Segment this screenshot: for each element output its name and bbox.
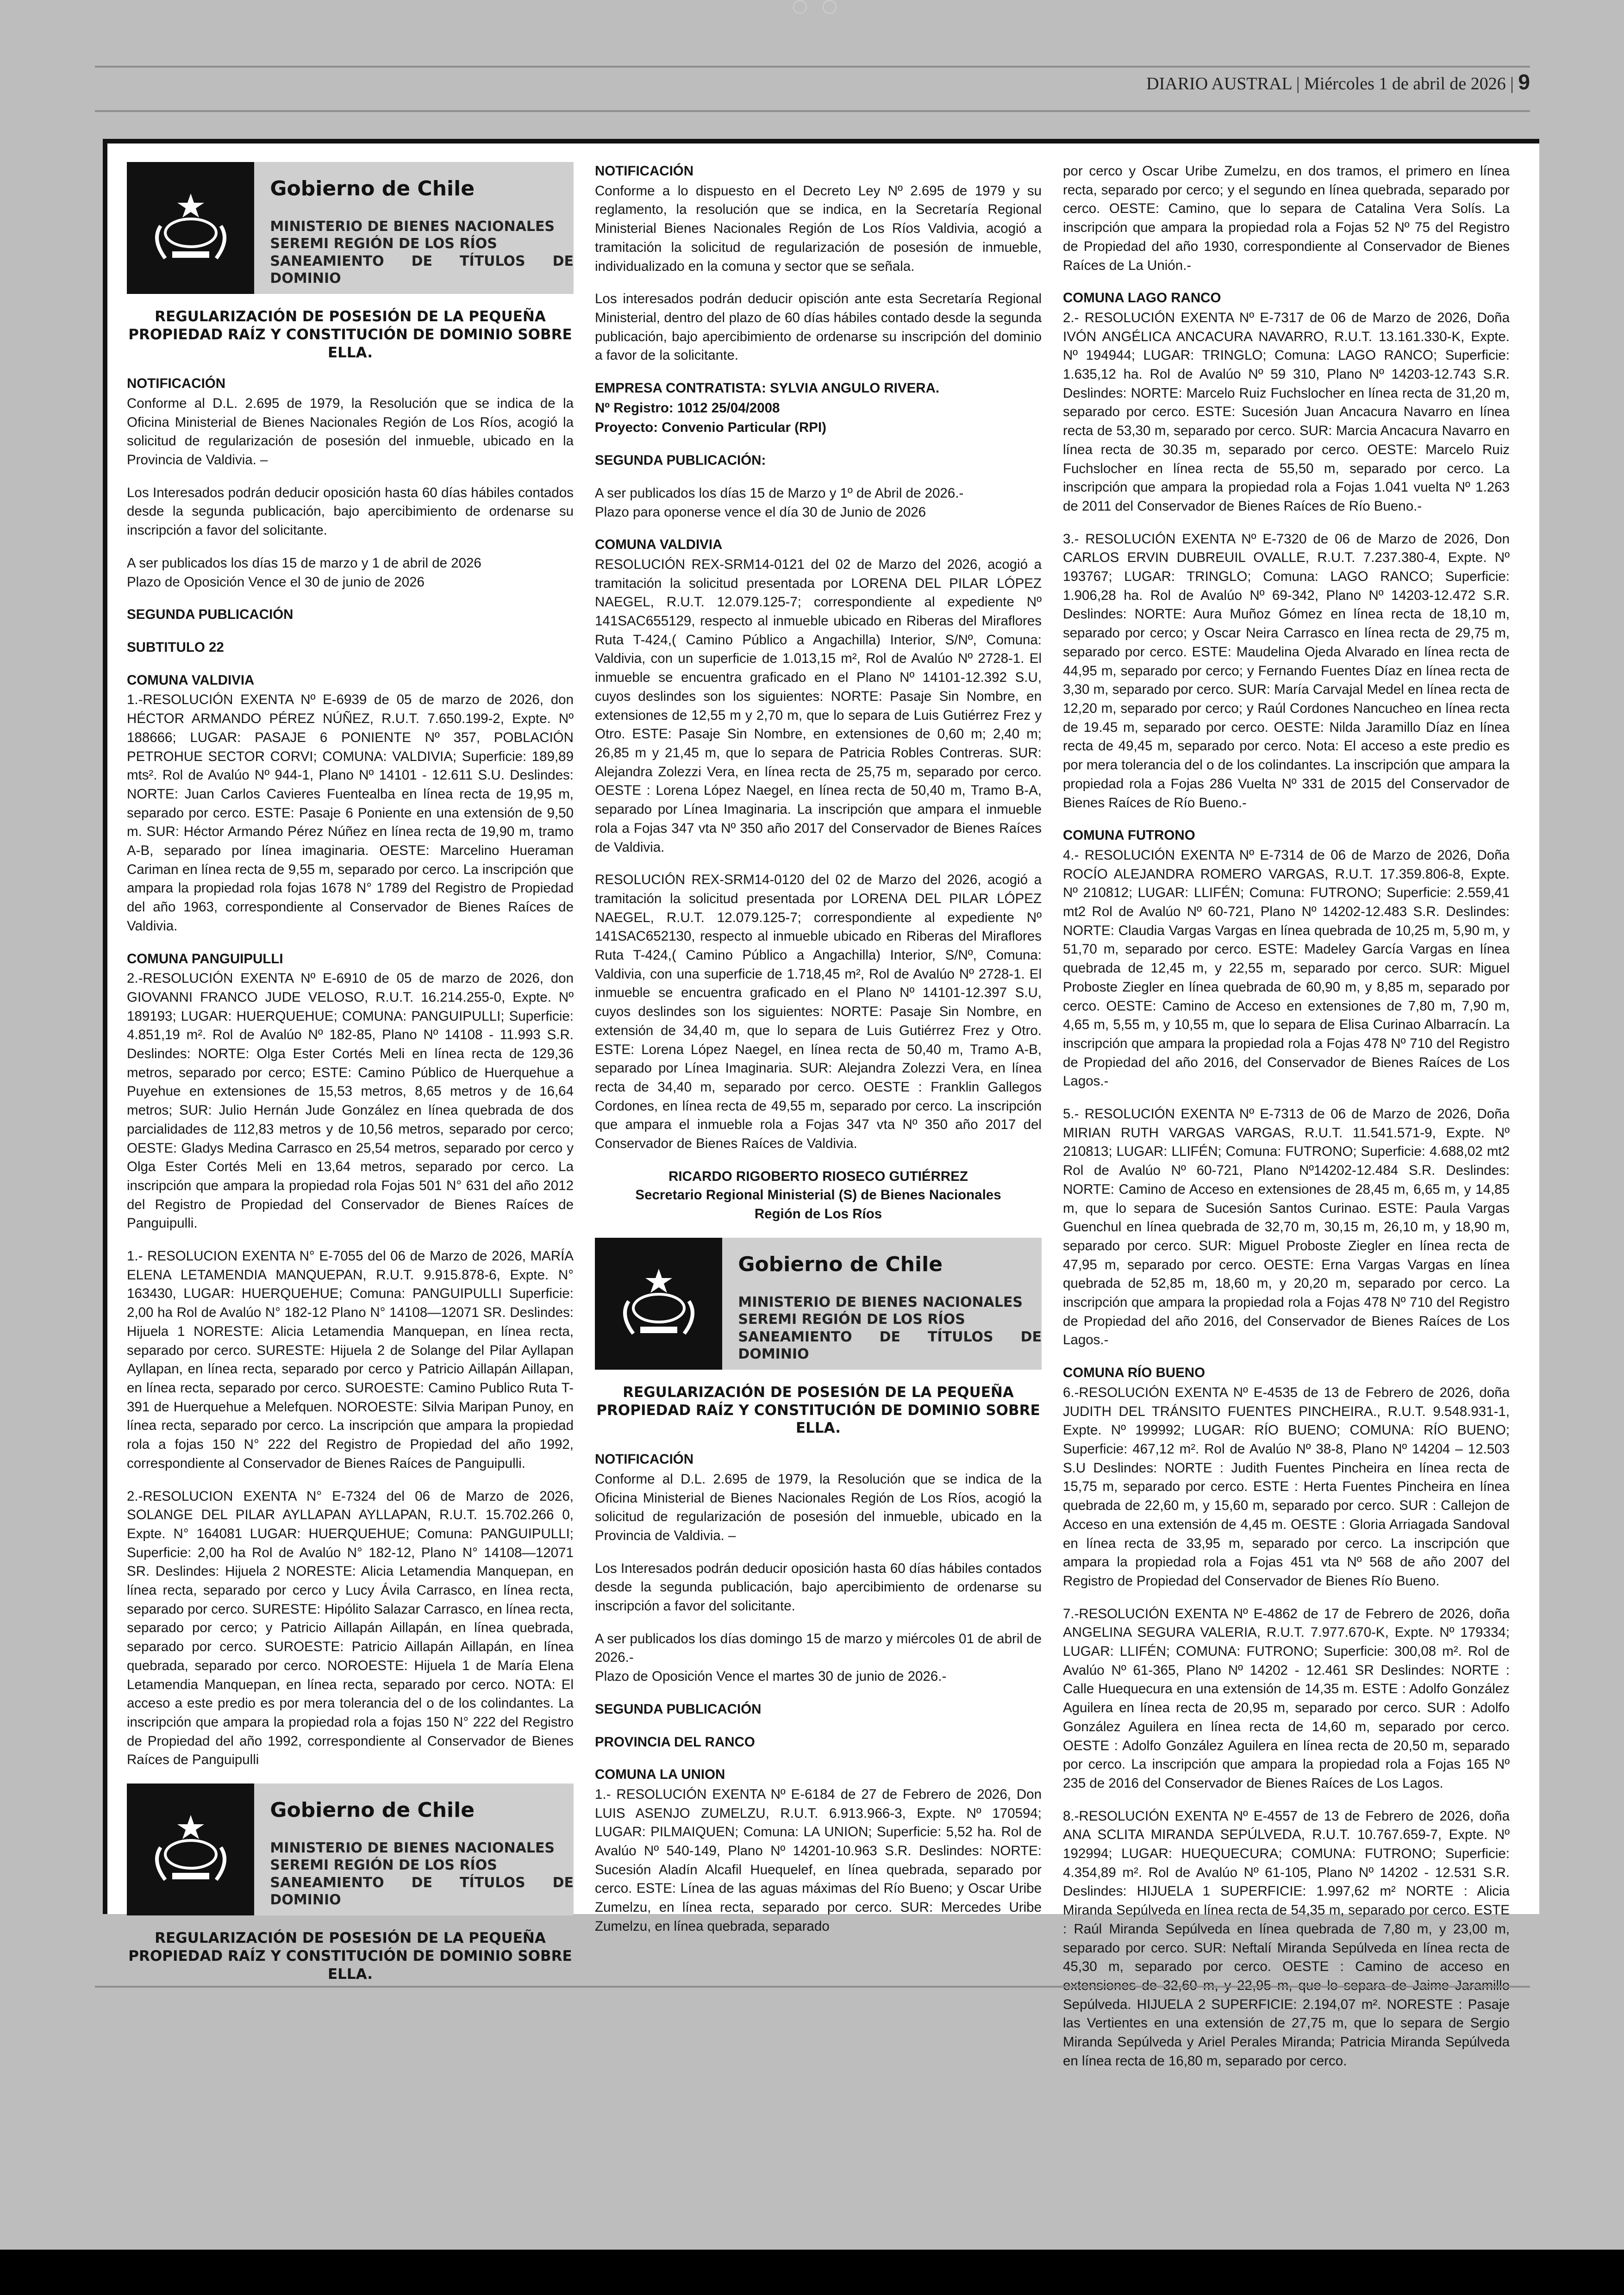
paper-name: DIARIO AUSTRAL (1146, 74, 1292, 94)
reg-title-line: PROPIEDAD RAÍZ Y CONSTITUCIÓN DE DOMINIO SOBRE ELLA. (596, 1402, 1040, 1437)
pager-dot[interactable] (793, 0, 807, 14)
comuna-heading: COMUNA VALDIVIA (127, 672, 255, 688)
seremi-line: SEREMI REGIÓN DE LOS RÍOS (270, 236, 497, 252)
section-heading: NOTIFICACIÓN (595, 163, 694, 179)
regularization-title (127, 308, 574, 362)
coat-of-arms-icon (127, 162, 254, 294)
masthead-rule (95, 110, 1530, 112)
resolution-paragraph: 6.-RESOLUCIÓN EXENTA Nº E-4535 de 13 de Febrero de 2026, doña JUDITH DEL TRÁNSITO FUENTES PINCHEIRA., R.U.T. 9.548.931-1, Expte. Nº 199992; LUGAR: RÍO BUENO; COMUNA: RÍO BUENO; Superficie: 467,12 m². Rol de Avalúo Nº 38-8, Plano Nº 14204 – 12.503 S.U Deslindes: NORTE : Judith Fuentes Pincheira en línea recta de 15,75 m, separado por cerco. ESTE : Herta Fuentes Pincheira en línea quebrada de 22,60 m, y 15,60 m, separado por cerco. SUR : Callejon de Acceso en una extensión de 4,45 m. OESTE : Gloria Arriagada Sandoval en línea recta de 33,95 m, separado por cerco. La inscripción que ampara la propiedad rola a Fojas 451 vta Nº 568 de año 2007 del Registro de Propiedad del Conservador de Bienes Río Bueno. (1063, 1384, 1510, 1589)
opposition-deadline: Plazo de Oposición Vence el martes 30 de junio de 2026.- (595, 1669, 947, 1684)
resolution-paragraph: 4.- RESOLUCIÓN EXENTA Nº E-7314 de 06 de Marzo de 2026, Doña ROCÍO ALEJANDRA ROMERO VARGAS, R.U.T. 17.359.806-8, Expte. Nº 210812; LUGAR: LLIFÉN; Comuna: FUTRONO; Superficie: 2.559,41 mt2 Rol de Avalúo Nº 60-721, Plano Nº 14202-12.483 S.R. Deslindes: NORTE: Claudia Vargas Vargas en línea quebrada de 10,25 m, 5,90 m, y 51,70 m, separado por cerco. ESTE: Madeley García Vargas en línea quebrada de 12,45 m, y 22,55 m, separado por cerco. SUR: Miguel Proboste Ziegler en línea quebrada de 60,90 m, y 8,85 m, separado por cerco. OESTE: Camino de Acceso en extensiones de 7,80 m, 7,90 m, 4,65 m, 5,55 m, y 10,55 m, que lo separa de Elisa Curinao Albarracín. La inscripción que ampara la propiedad rola a Fojas 478 Nº 710 del Registro de Propiedad del año 2016, del Conservador de Bienes Raíces de Los Lagos.- (1063, 847, 1510, 1089)
reg-title-line: PROPIEDAD RAÍZ Y CONSTITUCIÓN DE DOMINIO SOBRE ELLA. (128, 326, 572, 361)
resolution-paragraph: 2.- RESOLUCIÓN EXENTA Nº E-7317 de 06 de Marzo de 2026, Doña IVÓN ANGÉLICA ANCACURA NAVARRO, R.U.T. 13.161.330-K, Expte. Nº 194944; LUGAR: TRINGLO; Comuna: LAGO RANCO; Superficie: 1.635,12 ha. Rol de Avalúo Nº 59 310, Plano Nº 14203-12.743 S.R. Deslindes: NORTE: Marcelo Ruiz Fuchslocher en línea recta de 31,20 m, separado por cerco. ESTE: Sucesión Juan Ancacura Navarro en línea recta de 53,30 m, separado por cerco. SUR: Marcia Ancacura Navarro en línea recta de 30.35 m, separado por cerco. OESTE: Marcelo Ruiz Fuchslocher en línea recta de 55,50 m, separado por cerco. La inscripción que ampara la propiedad rola a Fojas 1.041 vuelta Nº 1.263 de 2011 del Conservador de Bienes Raíces de Río Bueno.- (1063, 310, 1510, 514)
ministry-line: MINISTERIO DE BIENES NACIONALES (270, 218, 555, 235)
reg-title-line: REGULARIZACIÓN DE POSESIÓN DE LA PEQUEÑA (155, 308, 546, 325)
contractor: EMPRESA CONTRATISTA: SYLVIA ANGULO RIVERA. (595, 380, 940, 396)
resolution-paragraph: 1.-RESOLUCIÓN EXENTA Nº E-6939 de 05 de marzo de 2026, don HÉCTOR ARMANDO PÉREZ NÚÑEZ, R.U.T. 7.650.199-2, Expte. Nº 188666; LUGAR: PASAJE 6 PONIENTE Nº 357, POBLACIÓN PETROHUE SECTOR CORVI; COMUNA: VALDIVIA; Superficie: 189,89 mts². Rol de Avalúo Nº 944-1, Plano Nº 14101 - 12.611 S.U. Deslindes: NORTE: Juan Carlos Cavieres Fuentealba en línea recta de 19,95 m, separado por cerco. ESTE: Pasaje 6 Poniente en una extensión de 9,50 m. SUR: Héctor Armando Pérez Núñez en línea recta de 19,90 m, tramo A-B, separado por línea imaginaria. OESTE: Marcelino Hueraman Cariman en línea recta de 9,55 m, separado por cerco. La inscripción que ampara la propiedad rola fojas 1678 N° 1789 del Registro de Propiedad del año 1963, correspondiente al Conservador de Bienes Raíces de Valdivia. (127, 692, 574, 934)
comuna-heading: COMUNA PANGUIPULLI (127, 951, 283, 967)
resolution-paragraph: por cerco y Oscar Uribe Zumelzu, en dos tramos, el primero en línea recta, separado por cerco; y el segundo en línea quebrada, separado por cerco. OESTE: Camino, que lo separa de Catalina Vera Solís. La inscripción que ampara la propiedad rola a Fojas 52 Nº 75 del Registro de Propiedad del año 1930, correspondiente al Conservador de Bienes Raíces de La Unión.- (1063, 163, 1510, 273)
gobierno-title: Gobierno de Chile (270, 177, 475, 200)
saneamiento-line: SANEAMIENTO DE TÍTULOS DE DOMINIO (270, 1874, 574, 1908)
reg-title-line: REGULARIZACIÓN DE POSESIÓN DE LA PEQUEÑA (155, 1930, 546, 1947)
column-1 (127, 162, 574, 1996)
column-3 (1063, 162, 1510, 2085)
newspaper-page (103, 139, 1539, 2069)
section-heading: SEGUNDA PUBLICACIÓN: (595, 453, 766, 468)
resolution-paragraph: 7.-RESOLUCIÓN EXENTA Nº E-4862 de 17 de Febrero de 2026, doña ANGELINA SEGURA VALERIA, R.U.T. 7.977.670-K, Expte. Nº 179334; LUGAR: LLIFÉN; COMUNA: FUTRONO; Superficie: 300,08 m². Rol de Avalúo Nº 61-365, Plano Nº 14202 - 12.461 SR Deslindes: NORTE : Calle Huequecura en una extensión de 14,35 m. ESTE : Adolfo González Aguilera en línea recta de 20,95 m, separado por cerco. SUR : Adolfo González Aguilera en línea recta de 14,60 m, separado por cerco. OESTE : Adolfo González Aguilera en línea recta de 20,50 m, separado por cerco. La inscripción que ampara la propiedad rola a Fojas 165 Nº 235 de 2016 del Conservador de Bienes Raíces de Los Lagos. (1063, 1606, 1510, 1791)
page-number: 9 (1518, 70, 1530, 94)
paragraph: Los interesados podrán deducir opisción ante esta Secretaría Regional Ministerial, dentro del plazo de 60 días hábiles contado desde la segunda publicación, bajo apercibimiento de ordenarse su inscripción del dominio a favor de la solicitante. (595, 291, 1042, 363)
section-heading: NOTIFICACIÓN (595, 1452, 694, 1467)
seremi-line: SEREMI REGIÓN DE LOS RÍOS (270, 1857, 497, 1874)
saneamiento-line: SANEAMIENTO DE TÍTULOS DE DOMINIO (738, 1328, 1042, 1363)
coat-of-arms-icon (127, 1784, 254, 1915)
project: Proyecto: Convenio Particular (RPI) (595, 420, 826, 436)
resolution-paragraph: 2.-RESOLUCION EXENTA N° E-7324 del 06 de Marzo de 2026, SOLANGE DEL PILAR AYLLAPAN AYLLAPAN, R.U.T. 15.702.266 0, Expte. N° 164081 LUGAR: HUERQUEHUE; Comuna: PANGUIPULLI; Superficie: 2,00 ha Rol de Avalúo N° 182-12, Plano N° 14108—12071 SR. Deslindes: Hijuela 2 NORESTE: Alicia Letamendia Manquepan, en línea recta, separado por cerco y Lucy Ávila Carrasco, en línea recta, separado por cerco. SURESTE: Hipólito Salazar Carrasco, en línea recta, separado por cerco; y Patricio Aillapán Aillapán, en línea quebrada, separado por cerco. SUROESTE: Patricio Aillapán Aillapán, en línea quebrada, separado por cerco. NOROESTE: Hijuela 1 de María Elena Letamendia Manquepan, en línea recta, separado por cerco. NOTA: El acceso a este predio es por mera tolerancia del o de los colindantes. La inscripción que ampara la propiedad rola a fojas 150 N° 222 del Registro de Propiedad del año 1992, correspondiente al Conservador de Bienes Raíces de Panguipulli (127, 1488, 574, 1768)
comuna-heading: COMUNA LAGO RANCO (1063, 290, 1221, 306)
resolution-paragraph: RESOLUCIÓN REX-SRM14-0120 del 02 de Marzo del 2026, acogió a tramitación la solicitud presentada por LORENA DEL PILAR LÓPEZ NAEGEL, R.U.T. 12.079.125-7; correspondiente al expediente Nº 141SAC652130, respecto al inmueble ubicado en Riberas del Miraflores Ruta T-424,( Camino Público a Angachilla) Interior, S/Nº, Comuna: Valdivia, con una superficie de 1.718,45 m², Rol de Avalúo Nº 2728-1. El inmueble se encuentra graficado en el Plano Nº 14101-12.397 S.U, cuyos deslindes son los siguientes: NORTE: Pasaje Sin Nombre, en extensión de 34,40 m, que lo separa de Luis Gutiérrez Frez y Otro. ESTE: Lorena López Naegel, en línea recta de 50,40 m, Tramo A-B, separado por Línea Imaginaria. SUR: Alejandra Zolezzi Vera, en línea recta de 34,40 m, separado por cerco. OESTE : Franklin Gallegos Cordones, en línea recta de 49,55 m, separado por cerco. La inscripción que ampara el inmueble rola a Fojas 347 vta Nº 350 año 2017 del Conservador de Bienes Raíces de Valdivia. (595, 872, 1042, 1152)
resolution-paragraph: RESOLUCIÓN REX-SRM14-0121 del 02 de Marzo del 2026, acogió a tramitación la solicitud presentada por LORENA DEL PILAR LÓPEZ NAEGEL, R.U.T. 12.079.125-7; correspondiente al expediente Nº 141SAC655129, respecto al inmueble ubicado en Riberas del Miraflores Ruta T-424,( Camino Público a Angachilla) Interior, S/Nº, Comuna: Valdivia, con un superficie de 1.013,15 m², Rol de Avalúo Nº 2728-1. El inmueble se encuentra graficado en el Plano Nº 14101-12.392 S.U, cuyos deslindes son los siguientes: NORTE: Pasaje Sin Nombre, en extensiones de 12,55 m y 2,70 m, que lo separa de Luis Gutiérrez Frez y Otro. ESTE: Pasaje Sin Nombre, en extensiones de 0,60 m; 2,40 m; 26,85 m y 21,45 m, que lo separa de Patricia Robles Contreras. SUR: Alejandra Zolezzi Vera, en línea recta de 25,75 m, separado por cerco. OESTE : Lorena López Naegel, en línea recta de 50,40 m, Tramo B-A, separado por Línea Imaginaria. La inscripción que ampara el inmueble rola a Fojas 347 vta Nº 350 año 2017 del Conservador de Bienes Raíces de Valdivia. (595, 556, 1042, 855)
ministry-line: MINISTERIO DE BIENES NACIONALES (270, 1840, 555, 1856)
comuna-heading: COMUNA RÍO BUENO (1063, 1365, 1206, 1381)
section-heading: SUBTITULO 22 (127, 639, 224, 655)
signatory-name: RICARDO RIGOBERTO RIOSECO GUTIÉRREZ (668, 1168, 968, 1184)
coat-of-arms-icon (595, 1238, 722, 1370)
comuna-heading: COMUNA FUTRONO (1063, 828, 1195, 843)
saneamiento-line: SANEAMIENTO DE TÍTULOS DE DOMINIO (270, 253, 574, 287)
masthead (95, 69, 1530, 94)
paragraph: Conforme al D.L. 2.695 de 1979, la Resolución que se indica de la Oficina Ministerial de Bienes Nacionales Región de Los Ríos, acogió la solicitud de regularización de posesión del inmueble, ubicado en la Provincia de Valdivia. – (595, 1471, 1042, 1543)
opposition-deadline: Plazo de Oposición Vence el 30 de junio de 2026 (127, 574, 425, 590)
pager-dots (787, 0, 843, 14)
gobierno-title: Gobierno de Chile (738, 1252, 943, 1276)
paragraph: Conforme a lo dispuesto en el Decreto Ley Nº 2.695 de 1979 y su reglamento, la resolución que se indica, en la Secretaría Regional Ministerial Bienes Nacionales Región de Los Ríos Valdivia, acogió a tramitación la solicitud de regularización de posesión de inmueble, individualizado en la comuna y sector que se señala. (595, 183, 1042, 274)
section-heading: SEGUNDA PUBLICACIÓN (595, 1701, 762, 1717)
signatory-title: Secretario Regional Ministerial (S) de Bienes Nacionales (635, 1187, 1001, 1203)
section-heading: SEGUNDA PUBLICACIÓN (127, 607, 294, 623)
paragraph: Los Interesados podrán deducir oposición hasta 60 días hábiles contados desde la segunda publicación, bajo apercibimiento de ordenarse su inscripción a favor del solicitante. (127, 485, 574, 538)
section-heading: NOTIFICACIÓN (127, 376, 226, 392)
viewer-bottom-bar (0, 2250, 1624, 2295)
comuna-heading: COMUNA LA UNION (595, 1767, 725, 1783)
paragraph: Conforme al D.L. 2.695 de 1979, la Resolución que se indica de la Oficina Ministerial de Bienes Nacionales Región de Los Ríos, acogió la solicitud de regularización de posesión del inmueble, ubicado en la Provincia de Valdivia. – (127, 395, 574, 468)
publication-dates: A ser publicados los días domingo 15 de marzo y miércoles 01 de abril de 2026.- (595, 1631, 1042, 1665)
bottom-rule (95, 1986, 1530, 1988)
seremi-line: SEREMI REGIÓN DE LOS RÍOS (738, 1311, 965, 1328)
masthead-separator: | (1292, 74, 1304, 94)
publication-dates: A ser publicados los días 15 de marzo y 1 de abril de 2026 (127, 555, 481, 571)
resolution-paragraph: 8.-RESOLUCIÓN EXENTA Nº E-4557 de 13 de Febrero de 2026, doña ANA SCLITA MIRANDA SEPÚLVEDA, R.U.T. 10.767.659-7, Expte. Nº 192994; LUGAR: HUEQUECURA; COMUNA: FUTRONO; Superficie: 4.354,89 m². Rol de Avalúo Nº 61-105, Plano Nº 14202 - 12.531 S.R. Deslindes: HIJUELA 1 SUPERFICIE: 1.997,62 m² NORTE : Alicia Miranda Sepúlveda en línea recta de 54,35 m, separado por cerco. ESTE : Raúl Miranda Sepúlveda en línea quebrada de 7,80 m, y 23,00 m, separado por cerco. SUR: Neftalí Miranda Sepúlveda en línea recta de 45,30 m, separado por cerco. OESTE : Camino de acceso en Sepúlveda. HIJUELA 2 SUPERFICIE: 2.194,07 m². NORESTE : Pasaje las Vertientes en una extensión de 27,75 m, que lo separa de Sergio Miranda Sepúlveda y Ariel Perales Miranda; Patricia Miranda Sepúlveda en línea recta de 16,80 m, separado por cerco. (1063, 1808, 1510, 2069)
resolution-paragraph: 2.-RESOLUCIÓN EXENTA Nº E-6910 de 05 de marzo de 2026, don GIOVANNI FRANCO JUDE VELOSO, R.U.T. 16.214.255-0, Expte. Nº 189193; LUGAR: HUERQUEHUE; COMUNA: PANGUIPULLI; Superficie: 4.851,19 m². Rol de Avalúo Nº 182-85, Plano Nº 14108 - 11.993 S.R. Deslindes: NORTE: Olga Ester Cortés Meli en línea recta de 129,36 metros, separado por cerco; ESTE: Camino Público de Huerquehue a Puyehue en extensiones de 15,53 metros, 8,65 metros y de 16,64 metros; SUR: Julio Hernán Jude González en línea quebrada de dos parcialidades de 112,83 metros y de 10,56 metros, separado por cerco; OESTE: Gladys Medina Carrasco en 25,54 metros, separado por cerco y Olga Ester Cortés Meli en 13,64 metros, separado por cerco. La inscripción que ampara la propiedad rola Fojas 501 N° 631 del año 2012 del Registro de Propiedad del Conservador de Bienes Raíces de Panguipulli. (127, 971, 574, 1231)
issue-date: Miércoles 1 de abril de 2026 (1304, 74, 1506, 94)
gobierno-logo-box (127, 162, 574, 294)
ministry-line: MINISTERIO DE BIENES NACIONALES (738, 1294, 1023, 1310)
paragraph: Los Interesados podrán deducir oposición hasta 60 días hábiles contados desde la segunda publicación, bajo apercibimiento de ordenarse su inscripción a favor del solicitante. (595, 1560, 1042, 1614)
comuna-heading: COMUNA VALDIVIA (595, 537, 723, 553)
reg-title-line: PROPIEDAD RAÍZ Y CONSTITUCIÓN DE DOMINIO SOBRE ELLA. (128, 1947, 572, 1983)
signatory-region: Región de Los Ríos (754, 1206, 882, 1222)
regularization-title (595, 1384, 1042, 1437)
resolution-paragraph: 1.- RESOLUCION EXENTA N° E-7055 del 06 de Marzo de 2026, MARÍA ELENA LETAMENDIA MANQUEPAN, R.U.T. 9.915.878-6, Expte. N° 163430, LUGAR: HUERQUEHUE; Comuna: PANGUIPULLI Superficie: 2,00 ha Rol de Avalúo N° 182-12 Plano N° 14108—12071 SR. Deslindes: Hijuela 1 NORESTE: Alicia Letamendia Manquepan, en línea recta, separado por cerco. SURESTE: Hijuela 2 de Solange del Pilar Ayllapan Ayllapan, en línea recta, separado por cerco y Patricio Aillapán Aillapan, en línea recta, separado por cerco. SUROESTE: Camino Publico Ruta T-391 de Huerquehue a Melefquen. NOROESTE: Silvia Maripan Punoy, en línea recta, separado por cerco. La inscripción que ampara la propiedad rola a fojas 150 N° 222 del Registro de Propiedad del año 1992, correspondiente al Conservador de Bienes Raíces de Panguipulli. (127, 1248, 574, 1471)
registry-number: Nº Registro: 1012 25/04/2008 (595, 400, 780, 416)
masthead-separator: | (1505, 74, 1518, 94)
opposition-deadline: Plazo para oponerse vence el día 30 de Junio de 2026 (595, 504, 926, 520)
resolution-paragraph: 3.- RESOLUCIÓN EXENTA Nº E-7320 de 06 de Marzo de 2026, Don CARLOS ERVIN DUBREUIL OVALLE, R.U.T. 7.237.380-4, Expte. Nº 193767; LUGAR: TRINGLO; Comuna: LAGO RANCO; Superficie: 1.906,28 ha. Rol de Avalúo Nº 69-342, Plano Nº 14203-12.472 S.R. Deslindes: NORTE: Aura Muñoz Gómez en línea recta de 18,10 m, separado por cerco; y Oscar Neira Carrasco en línea recta de 29,75 m, separado por cerco. ESTE: Maudelina Ojeda Alvarado en línea recta de 44,95 m, separado por cerco; y Fernando Fuentes Díaz en línea recta de 3,30 m, separado por cerco. SUR: María Carvajal Medel en línea recta de 12,20 m, separado por cerco; y Raúl Cordones Nancucheo en línea recta de 19.45 m, separado por cerco. OESTE: Nilda Jaramillo Díaz en línea recta de 49,45 m, separado por cerco. Nota: El acceso a este predio es por mera tolerancia del o de los colindantes. La inscripción que ampara la propiedad rola a Fojas 286 Vuelta Nº 331 de 2015 del Conservador de Bienes Raíces de Río Bueno.- (1063, 531, 1510, 811)
gobierno-logo-box (127, 1784, 574, 1915)
pager-dot[interactable] (823, 0, 837, 14)
resolution-paragraph: 5.- RESOLUCIÓN EXENTA Nº E-7313 de 06 de Marzo de 2026, Doña MIRIAN RUTH VARGAS VARGAS, R.U.T. 11.541.571-9, Expte. Nº 210813; LUGAR: LLIFÉN; Comuna: FUTRONO; Superficie: 4.688,02 mt2 Rol de Avalúo Nº 60-721, Plano Nº14202-12.484 S.R. Deslindes: NORTE: Camino de Acceso en extensiones de 28,45 m, 6,65 m, y 14,85 m, que lo separa de Sucesión Santos Curinao. ESTE: Paula Vargas Guenchul en línea quebrada de 32,70 m, 30,15 m, 26,10 m, y 18,90 m, separado por cerco. SUR: Miguel Proboste Ziegler en línea recta de 47,95 m, separado por cerco. OESTE: Erna Vargas Vargas en línea quebrada de 52,85 m, 18,60 m, y 20,20 m, separado por cerco. La inscripción que ampara la propiedad rola a Fojas 478 Nº 710 del Registro de Propiedad del año 2016, del Conservador de Bienes Raíces de Los Lagos.- (1063, 1106, 1510, 1348)
reg-title-line: REGULARIZACIÓN DE POSESIÓN DE LA PEQUEÑA (623, 1384, 1014, 1401)
top-rule (95, 66, 1530, 68)
section-heading: PROVINCIA DEL RANCO (595, 1734, 755, 1750)
gobierno-title: Gobierno de Chile (270, 1798, 475, 1822)
gobierno-logo-box (595, 1238, 1042, 1370)
signature-block (595, 1167, 1042, 1224)
publication-dates: A ser publicados los días 15 de Marzo y 1º de Abril de 2026.- (595, 485, 964, 501)
regularization-title (127, 1929, 574, 1983)
column-2 (595, 162, 1042, 1950)
resolution-paragraph: 1.- RESOLUCIÓN EXENTA Nº E-6184 de 27 de Febrero de 2026, Don LUIS ASENJO ZUMELZU, R.U.T. 6.913.966-3, Expte. Nº 170594; LUGAR: PILMAIQUEN; Comuna: LA UNION; Superficie: 5,52 ha. Rol de Avalúo Nº 540-149, Plano Nº 14201-10.963 S.R. Deslindes: NORTE: Sucesión Aladín Alcafil Huequelef, en línea quebrada, separado por cerco. ESTE: Línea de las aguas máximas del Río Bueno; y Oscar Uribe Zumelzu, en línea recta, separado por cerco. SUR: Mercedes Uribe Zumelzu, en línea quebrada, separado (595, 1786, 1042, 1934)
